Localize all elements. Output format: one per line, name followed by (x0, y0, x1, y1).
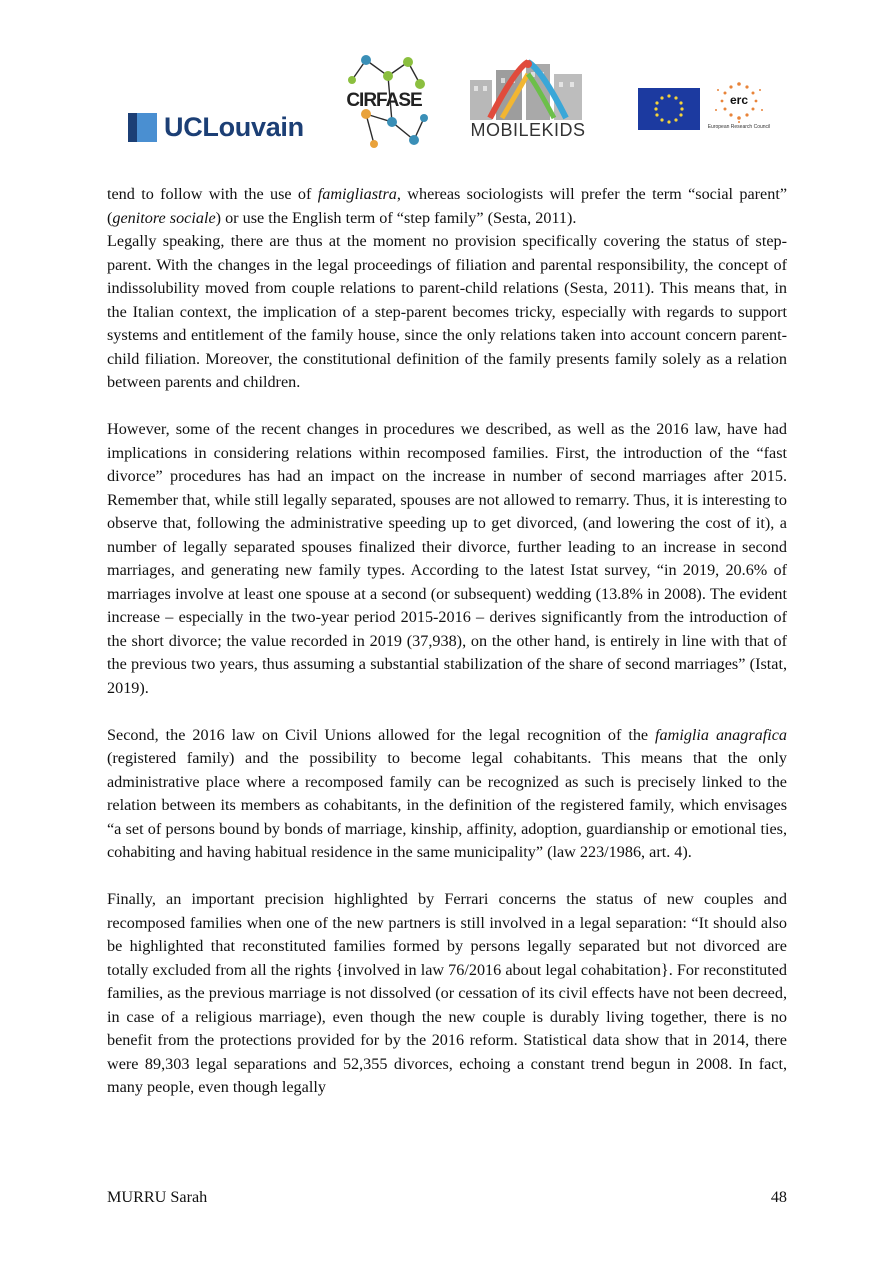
text-run: Second, the 2016 law on Civil Unions allowed for the legal recognition of the (107, 725, 656, 744)
paragraph (107, 888, 787, 1100)
erc-logo (704, 80, 774, 142)
paragraph (107, 418, 787, 700)
footer-author: MURRU Sarah (107, 1188, 208, 1206)
cirfase-wordmark: CIRFASE (346, 90, 422, 111)
mobilekids-buildings-icon (456, 58, 600, 120)
italic-term: famigliastra (317, 185, 397, 203)
paragraph (107, 183, 787, 230)
erc-subtitle: European Research Council (707, 124, 771, 130)
document-body (107, 183, 787, 1100)
uclouvain-logo (128, 110, 304, 144)
text-run: ) or use the English term of “step family” (Sesta, 2011). (215, 208, 577, 227)
italic-term: famiglia anagrafica (655, 725, 787, 744)
text-run: tend to follow with the use of (107, 185, 318, 203)
cirfase-logo (336, 52, 432, 152)
text-run: (registered family) and the possibility to become legal cohabitants. This means that the only administrative place where a recomposed family can be recognized as such is precisely linked to the relation between its members as cohabitants, in the definition of the registered family, which envisages “a set of persons bound by bonds of marriage, kinship, affinity, adoption, guardianship or emotional ties, cohabiting and having habitual residence in the same municipality” (law 223/1986, art. 4). (107, 749, 787, 861)
paragraph (107, 230, 787, 395)
mobilekids-logo (456, 58, 600, 144)
mobilekids-wordmark: MOBILEKIDS (470, 120, 586, 140)
uclouvain-mark-icon (128, 113, 157, 142)
header-logos (0, 0, 892, 170)
uclouvain-wordmark: UCLouvain (164, 111, 304, 142)
page-number: 48 (770, 1188, 787, 1206)
text-run: Finally, an important precision highlighted by Ferrari concerns the status of new couples and recomposed families when one of the new partners is still involved in a legal separation: “It should also be highlighted that reconstituted families formed by persons legally separated but not divorced are totally excluded from all the rights {involved in law 76/2016 about legal cohabitation}. For reconstituted families, as the previous marriage is not dissolved (or cessation of its civil effects have not been decreed, in case of a religious marriage), even though the new couple is durably living together, there is no benefit from the protections provided for by the 2016 reform. Statistical data show that in 2014, there were 89,303 legal separations and 52,355 divorces, echoing a constant trend begun in 2008. In fact, many people, even though legally (107, 890, 787, 1096)
text-run: , whereas sociologists will prefer the term “social parent” ( (107, 185, 788, 227)
italic-term: genitore sociale (112, 208, 216, 227)
erc-wordmark: erc (729, 93, 749, 107)
text-run: Legally speaking, there are thus at the moment no provision specifically covering the status of step-parent. With the changes in the legal proceedings of filiation and parental responsibility, the concept of indissolubility moved from couple relations to parent-child relations (Sesta, 2011). This means that, in the Italian context, the implication of a step-parent becomes tricky, especially with regards to support systems and entitlement of the family house, since the only relations taken into account concern parent-child filiation. Moreover, the constitutional definition of the family presents family solely as a relation between parents and children. (107, 232, 787, 391)
text-run: However, some of the recent changes in procedures we described, as well as the 2016 law, have had implications in considering relations within recomposed families. First, the introduction of the “fast divorce” procedures has had an impact on the increase in number of second marriages after 2015. Remember that, while still legally separated, spouses are not allowed to remarry. Thus, it is interesting to observe that, following the administrative speeding up to get divorced, (and lowering the cost of it), a number of legally separated spouses finalized their divorce, further leading to an increase in second marriages, and generating new family types. According to the latest Istat survey, “in 2019, 20.6% of marriages involve at least one spouse at a second (or subsequent) wedding (13.8% in 2008). The evident increase – especially in the two-year period 2015-2016 – derives significantly from the introduction of the short divorce; the value recorded in 2019 (37,938), on the other hand, is entirely in line with that of the previous two years, thus assuming a substantial stabilization of the share of second marriages” (Istat, 2019). (107, 420, 787, 697)
eu-flag-icon (638, 88, 700, 130)
paragraph (107, 724, 787, 865)
